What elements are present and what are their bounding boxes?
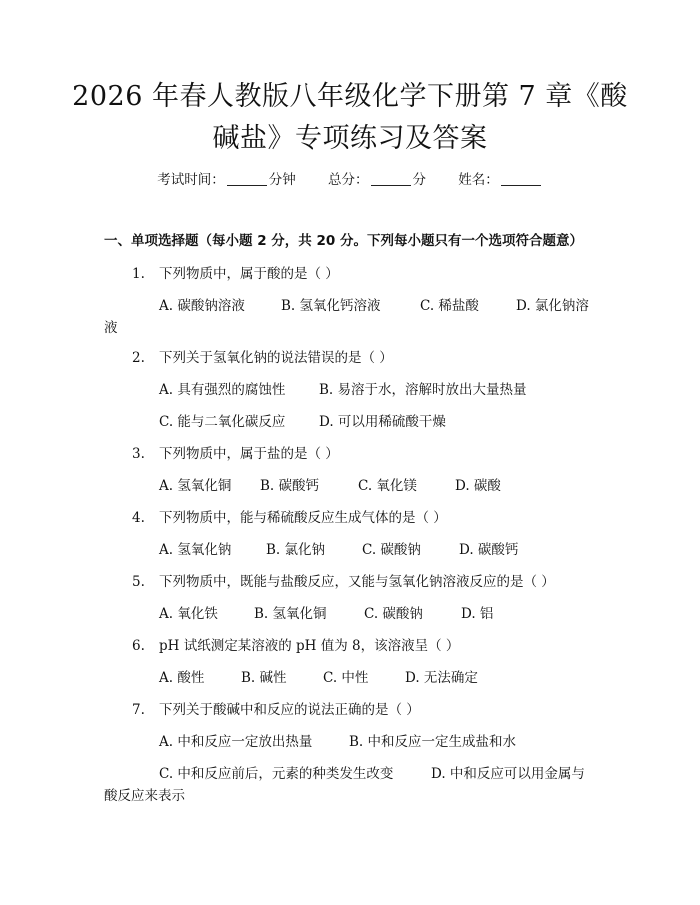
option-a[interactable]: A. 中和反应一定放出热量 xyxy=(159,734,313,750)
question-text: 下列关于酸碱中和反应的说法正确的是（ ） xyxy=(159,702,420,718)
question-7 xyxy=(132,698,420,718)
option-b[interactable]: B. 碳酸钙 xyxy=(260,478,320,494)
option-d[interactable]: D. 中和反应可以用金属与 xyxy=(431,766,585,782)
option-c[interactable]: C. 中性 xyxy=(323,670,369,686)
name-label: 姓名： xyxy=(458,172,499,188)
option-c[interactable]: C. 氧化镁 xyxy=(358,478,417,494)
question-number: 3. xyxy=(132,446,145,462)
question-4-options xyxy=(159,538,518,558)
question-text: 下列关于氢氧化钠的说法错误的是（ ） xyxy=(159,350,393,366)
question-number: 1. xyxy=(132,266,145,282)
option-c[interactable]: C. 中和反应前后，元素的种类发生改变 xyxy=(159,766,394,782)
exam-meta xyxy=(0,168,700,188)
option-b[interactable]: B. 易溶于水，溶解时放出大量热量 xyxy=(319,382,527,398)
option-a[interactable]: A. 酸性 xyxy=(159,670,205,686)
question-3 xyxy=(132,442,339,462)
option-d-wrap: 酸反应来表示 xyxy=(104,788,185,804)
question-5 xyxy=(132,570,555,590)
question-5-options xyxy=(159,602,493,622)
question-text: pH 试纸测定某溶液的 pH 值为 8，该溶液呈（ ） xyxy=(159,638,460,654)
title-line-1: 2026 年春人教版八年级化学下册第 7 章《酸 xyxy=(72,81,628,112)
time-unit: 分钟 xyxy=(268,172,296,188)
question-text: 下列物质中，属于酸的是（ ） xyxy=(159,266,339,282)
name-blank[interactable] xyxy=(501,173,541,186)
question-2-options-row-2 xyxy=(159,410,446,430)
time-field xyxy=(157,168,296,188)
document-title xyxy=(60,76,640,160)
question-1 xyxy=(132,262,339,282)
question-number: 2. xyxy=(132,350,145,366)
option-c[interactable]: C. 碳酸钠 xyxy=(362,542,421,558)
option-d[interactable]: D. 氯化钠溶 xyxy=(516,298,589,314)
section-heading: 一、单项选择题（每小题 2 分，共 20 分。下列每小题只有一个选项符合题意） xyxy=(104,233,583,249)
score-field xyxy=(328,168,426,188)
time-blank[interactable] xyxy=(227,173,267,186)
question-text: 下列物质中，既能与盐酸反应，又能与氢氧化钠溶液反应的是（ ） xyxy=(159,574,555,590)
question-number: 4. xyxy=(132,510,145,526)
option-a[interactable]: A. 碳酸钠溶液 xyxy=(159,298,245,314)
question-2 xyxy=(132,346,393,366)
question-text: 下列物质中，能与稀硫酸反应生成气体的是（ ） xyxy=(159,510,447,526)
time-label: 考试时间： xyxy=(157,172,225,188)
question-number: 5. xyxy=(132,574,145,590)
question-7-options-row-1 xyxy=(159,730,516,750)
score-unit: 分 xyxy=(412,172,426,188)
option-a[interactable]: A. 氧化铁 xyxy=(159,606,218,622)
option-a[interactable]: A. 氢氧化铜 xyxy=(159,478,232,494)
option-b[interactable]: B. 氢氧化钙溶液 xyxy=(281,298,381,314)
question-number: 6. xyxy=(132,638,145,654)
title-line-2: 碱盐》专项练习及答案 xyxy=(212,123,488,154)
option-b[interactable]: B. 氯化钠 xyxy=(266,542,326,558)
name-field xyxy=(458,168,543,188)
option-d[interactable]: D. 铝 xyxy=(461,606,494,622)
score-blank[interactable] xyxy=(371,173,411,186)
question-4 xyxy=(132,506,447,526)
option-c[interactable]: C. 稀盐酸 xyxy=(420,298,479,314)
question-2-options-row-1 xyxy=(159,378,527,398)
question-7-options-row-2 xyxy=(159,762,585,782)
option-b[interactable]: B. 碱性 xyxy=(241,670,287,686)
option-a[interactable]: A. 具有强烈的腐蚀性 xyxy=(159,382,286,398)
option-d[interactable]: D. 可以用稀硫酸干燥 xyxy=(319,414,446,430)
option-b[interactable]: B. 氢氧化铜 xyxy=(254,606,327,622)
option-d[interactable]: D. 碳酸钙 xyxy=(459,542,519,558)
option-b[interactable]: B. 中和反应一定生成盐和水 xyxy=(349,734,517,750)
option-c[interactable]: C. 能与二氧化碳反应 xyxy=(159,414,286,430)
score-label: 总分： xyxy=(328,172,369,188)
option-a[interactable]: A. 氢氧化钠 xyxy=(159,542,232,558)
question-3-options xyxy=(159,474,501,494)
question-number: 7. xyxy=(132,702,145,718)
question-6-options xyxy=(159,666,478,686)
option-c[interactable]: C. 碳酸钠 xyxy=(364,606,423,622)
option-d[interactable]: D. 无法确定 xyxy=(405,670,478,686)
question-1-options xyxy=(159,294,589,314)
option-d-wrap: 液 xyxy=(104,320,118,336)
option-d[interactable]: D. 碳酸 xyxy=(455,478,501,494)
question-6 xyxy=(132,634,459,654)
question-text: 下列物质中，属于盐的是（ ） xyxy=(159,446,339,462)
